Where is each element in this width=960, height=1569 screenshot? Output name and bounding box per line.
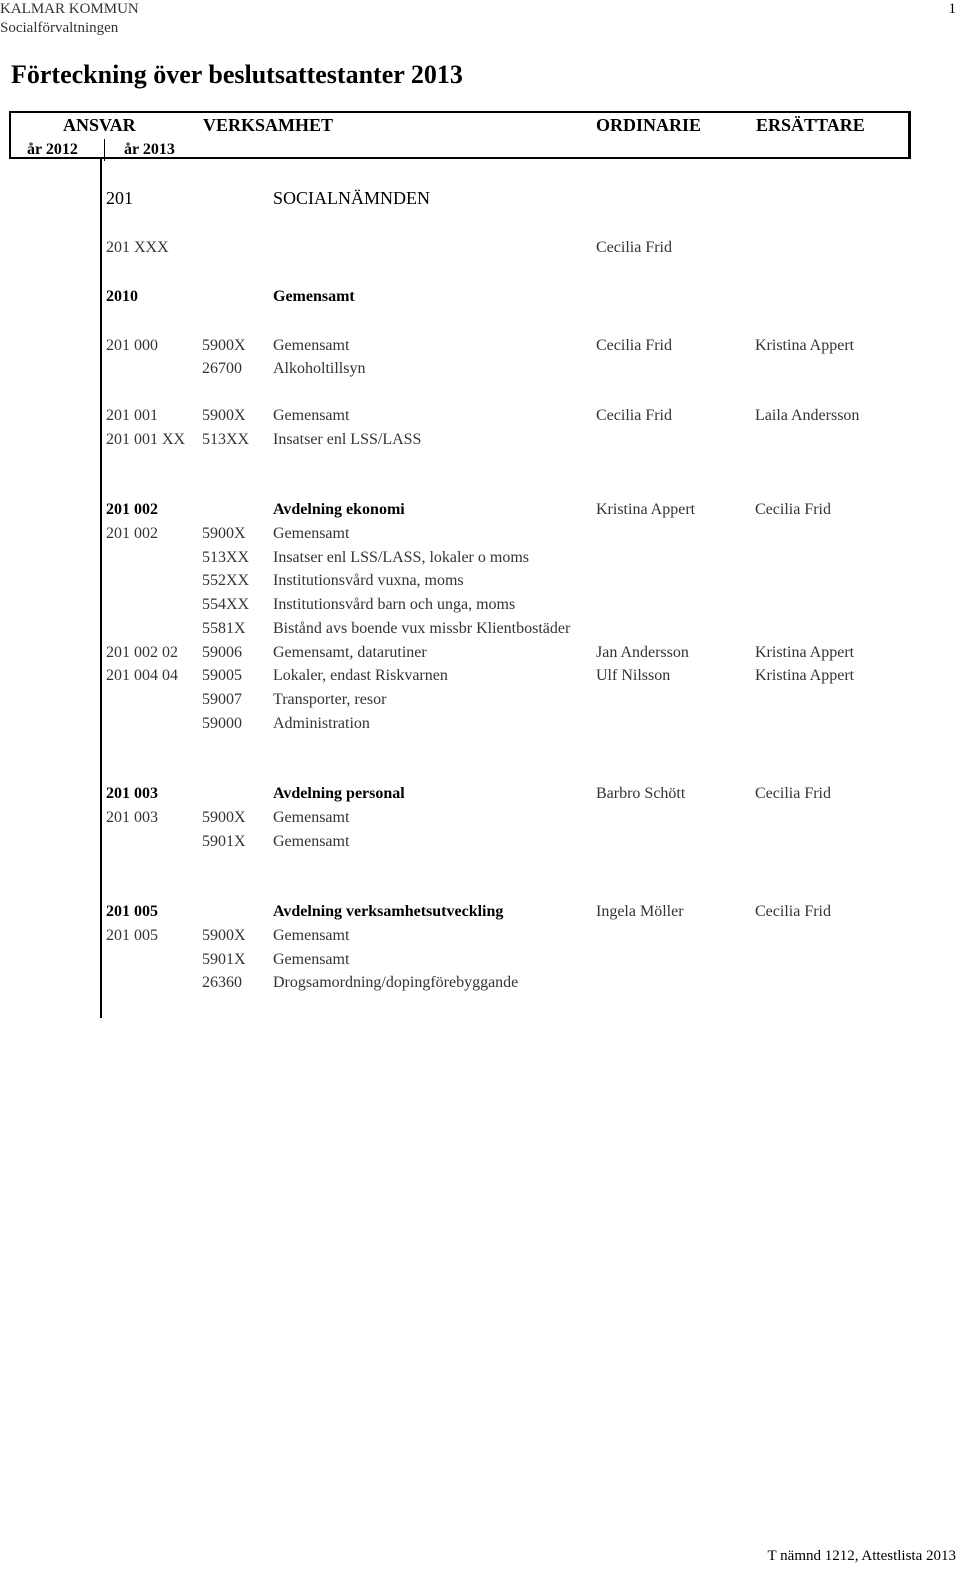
- footer-note: T nämnd 1212, Attestlista 2013: [767, 1548, 956, 1564]
- table-row: [0, 522, 960, 546]
- cell-verksamhet: Avdelning verksamhetsutveckling: [273, 903, 504, 920]
- cell-ordinarie: Cecilia Frid: [596, 239, 672, 256]
- cell-ordinarie: Kristina Appert: [596, 501, 696, 518]
- cell-verksamhet: Drogsamordning/dopingförebyggande: [273, 974, 519, 991]
- table-row: [0, 498, 960, 522]
- cell-ansvar-2012: 2010: [106, 288, 138, 305]
- cell-ansvar-2013: 513XX: [202, 549, 250, 566]
- table-row: [0, 664, 960, 688]
- table-row: [0, 285, 960, 309]
- cell-ansvar-2012: 201 000: [106, 337, 158, 354]
- cell-ansvar-2013: 59000: [202, 715, 242, 732]
- page-number: 1: [948, 1, 956, 17]
- cell-ansvar-2012: 201 002: [106, 525, 158, 542]
- table-row: [0, 546, 960, 570]
- department-name: Socialförvaltningen: [0, 20, 119, 36]
- cell-ordinarie: Cecilia Frid: [596, 337, 672, 354]
- cell-verksamhet: Institutionsvård barn och unga, moms: [273, 596, 516, 613]
- table-row: [0, 924, 960, 948]
- cell-ansvar-2013: 59007: [202, 691, 242, 708]
- column-header-verksamhet: VERKSAMHET: [203, 115, 334, 135]
- cell-ordinarie: Barbro Schött: [596, 785, 686, 802]
- table-row: [0, 641, 960, 665]
- cell-ansvar-2012: 201 002: [106, 501, 158, 518]
- cell-verksamhet: Gemensamt, datarutiner: [273, 644, 427, 661]
- table-row: [0, 782, 960, 806]
- cell-verksamhet: Gemensamt: [273, 337, 350, 354]
- cell-ersattare: Kristina Appert: [755, 644, 855, 661]
- table-row: [0, 712, 960, 736]
- cell-verksamhet: Gemensamt: [273, 525, 350, 542]
- cell-ordinarie: Ulf Nilsson: [596, 667, 671, 684]
- cell-verksamhet: Transporter, resor: [273, 691, 387, 708]
- table-row: [0, 428, 960, 452]
- column-subheader-year-2013: år 2013: [124, 141, 175, 158]
- cell-ansvar-2013: 59005: [202, 667, 242, 684]
- column-header-ansvar: ANSVAR: [63, 115, 136, 135]
- cell-ansvar-2012: 201 005: [106, 927, 158, 944]
- table-row: [0, 236, 960, 260]
- cell-verksamhet: Gemensamt: [273, 833, 350, 850]
- cell-ersattare: Cecilia Frid: [755, 785, 831, 802]
- table-row: [0, 806, 960, 830]
- cell-verksamhet: Gemensamt: [273, 288, 355, 305]
- cell-ordinarie: Cecilia Frid: [596, 407, 672, 424]
- table-row: [0, 593, 960, 617]
- cell-ansvar-2013: 5900X: [202, 525, 246, 542]
- cell-ansvar-2012: 201 005: [106, 903, 158, 920]
- cell-ersattare: Cecilia Frid: [755, 903, 831, 920]
- cell-verksamhet: Administration: [273, 715, 370, 732]
- cell-ansvar-2012: 201 004 04: [106, 667, 178, 684]
- cell-ansvar-2013: 5900X: [202, 337, 246, 354]
- cell-verksamhet: SOCIALNÄMNDEN: [273, 188, 430, 208]
- table-row: [0, 357, 960, 381]
- document-title: Förteckning över beslutsattestanter 2013: [11, 60, 463, 89]
- cell-ansvar-2013: 5900X: [202, 809, 246, 826]
- cell-verksamhet: Insatser enl LSS/LASS: [273, 431, 422, 448]
- cell-verksamhet: Institutionsvård vuxna, moms: [273, 572, 464, 589]
- cell-ansvar-2013: 5581X: [202, 620, 246, 637]
- cell-ansvar-2013: 5900X: [202, 927, 246, 944]
- cell-ansvar-2012: 201 003: [106, 809, 158, 826]
- table-row: [0, 404, 960, 428]
- cell-verksamhet: Insatser enl LSS/LASS, lokaler o moms: [273, 549, 529, 566]
- column-header-ordinarie: ORDINARIE: [596, 115, 702, 135]
- cell-ansvar-2013: 554XX: [202, 596, 250, 613]
- cell-ansvar-2013: 5901X: [202, 951, 246, 968]
- cell-ansvar-2013: 59006: [202, 644, 242, 661]
- organization-name: KALMAR KOMMUN: [0, 1, 139, 17]
- cell-verksamhet: Bistånd avs boende vux missbr Klientbostäder: [273, 620, 571, 637]
- cell-ansvar-2012: 201 XXX: [106, 239, 169, 256]
- cell-ersattare: Laila Andersson: [755, 407, 860, 424]
- cell-ansvar-2012: 201 001: [106, 407, 158, 424]
- cell-verksamhet: Gemensamt: [273, 927, 350, 944]
- cell-ansvar-2012: 201 003: [106, 785, 158, 802]
- cell-ansvar-2013: 26700: [202, 360, 242, 377]
- table-row: [0, 569, 960, 593]
- cell-ordinarie: Jan Andersson: [596, 644, 689, 661]
- cell-ansvar-2012: 201: [106, 188, 133, 208]
- cell-verksamhet: Avdelning ekonomi: [273, 501, 405, 518]
- cell-verksamhet: Gemensamt: [273, 951, 350, 968]
- table-row: [0, 948, 960, 972]
- column-header-ersattare: ERSÄTTARE: [756, 115, 865, 135]
- table-row: [0, 688, 960, 712]
- table-row: [0, 971, 960, 995]
- cell-ansvar-2013: 26360: [202, 974, 242, 991]
- cell-verksamhet: Gemensamt: [273, 407, 350, 424]
- cell-verksamhet: Lokaler, endast Riskvarnen: [273, 667, 448, 684]
- table-row: [0, 900, 960, 924]
- cell-ordinarie: Ingela Möller: [596, 903, 684, 920]
- cell-ansvar-2013: 5901X: [202, 833, 246, 850]
- cell-ansvar-2013: 5900X: [202, 407, 246, 424]
- cell-ansvar-2013: 552XX: [202, 572, 250, 589]
- cell-ansvar-2012: 201 001 XX: [106, 431, 186, 448]
- cell-ersattare: Kristina Appert: [755, 337, 855, 354]
- cell-verksamhet: Gemensamt: [273, 809, 350, 826]
- cell-ersattare: Cecilia Frid: [755, 501, 831, 518]
- cell-verksamhet: Avdelning personal: [273, 785, 405, 802]
- cell-ersattare: Kristina Appert: [755, 667, 855, 684]
- table-row: [0, 617, 960, 641]
- cell-ansvar-2012: 201 002 02: [106, 644, 178, 661]
- table-row: [0, 334, 960, 358]
- table-row: [0, 830, 960, 854]
- cell-ansvar-2013: 513XX: [202, 431, 250, 448]
- column-subheader-year-2012: år 2012: [27, 141, 78, 158]
- table-row: [0, 186, 960, 210]
- cell-verksamhet: Alkoholtillsyn: [273, 360, 366, 377]
